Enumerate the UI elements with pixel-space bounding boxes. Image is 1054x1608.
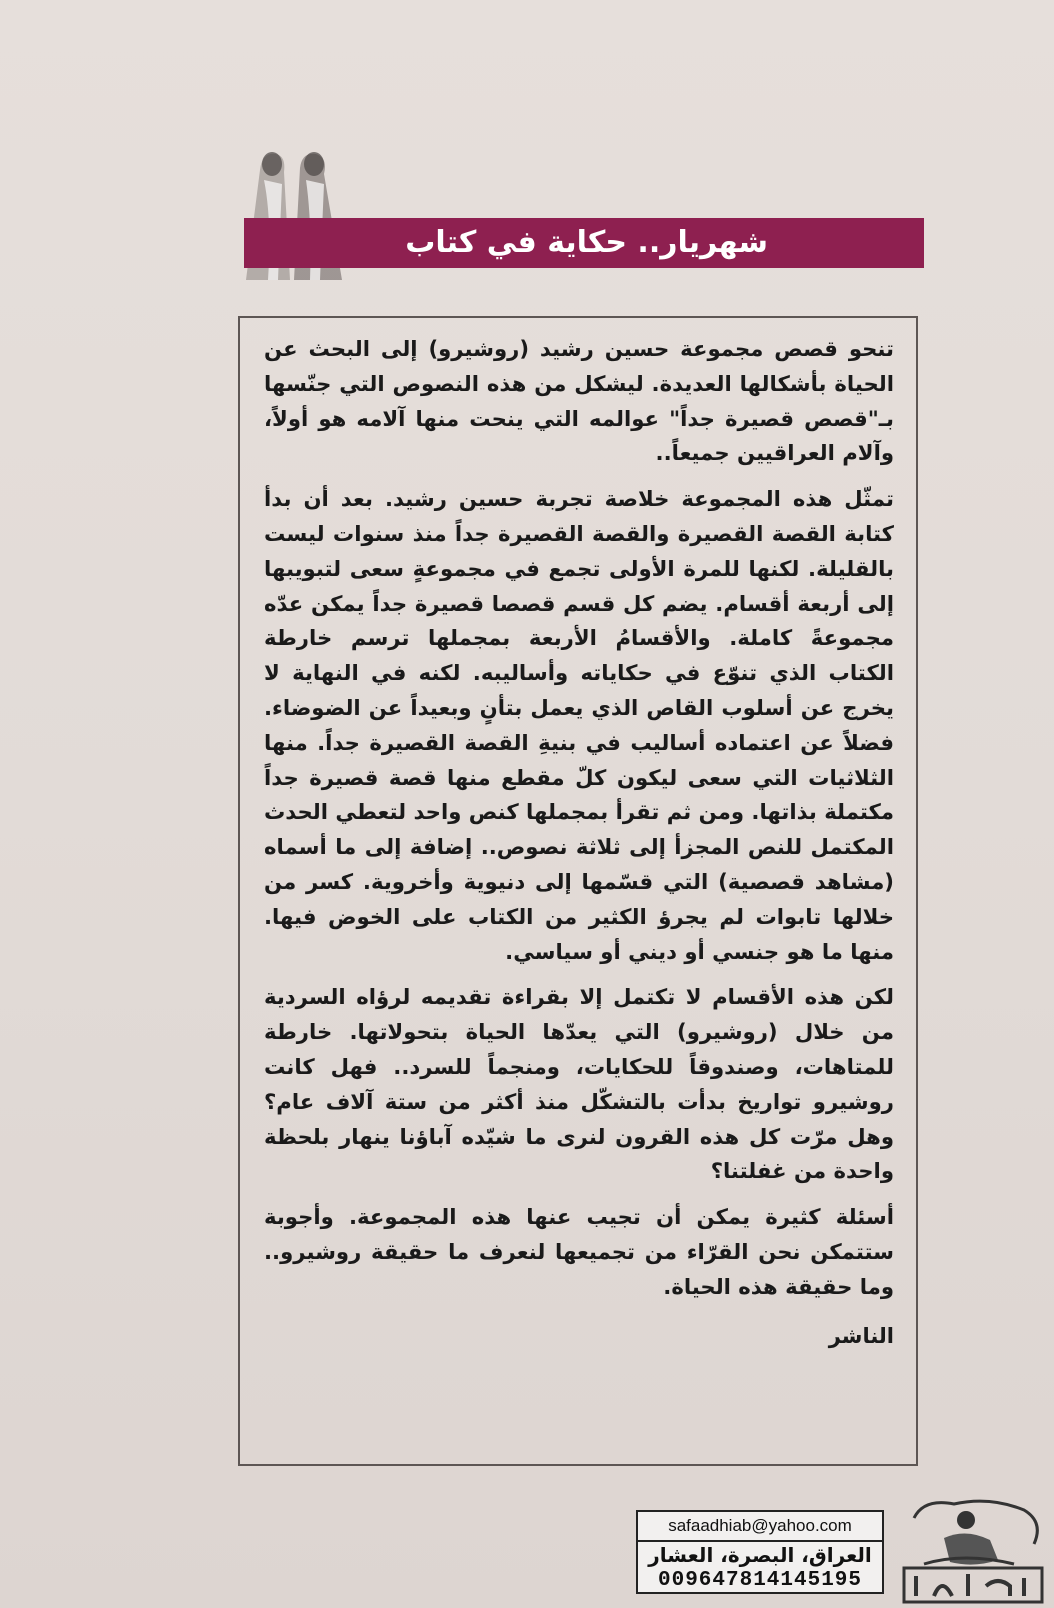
publisher-signature: الناشر [828, 1323, 894, 1348]
contact-box [636, 1510, 884, 1594]
contact-address: العراق، البصرة، العشار [648, 1543, 872, 1567]
title-bar [244, 218, 924, 268]
publisher-logo-icon [894, 1488, 1052, 1606]
blurb-paragraph-2: تمثّل هذه المجموعة خلاصة تجربة حسين رشيد. بعد أن بدأ كتابة القصة القصيرة والقصة القصيرة جداً منذ سنوات ليست بالقليلة. لكنها للمرة الأولى تجمع في مجموعةٍ سعى لتبويبها إلى أربعة أقسام. يضم كل قسم قصصا قصيرة جداً يمكن عدّه مجموعةً كاملة. والأقسامُ الأربعة بمجملها ترسم خارطة الكتاب الذي تنوّع في حكاياته وأساليبه. لكنه في النهاية لا يخرج عن أسلوب القاص الذي يعمل بتأنٍ وبعيداً عن الضوضاء. فضلاً عن اعتماده أساليب في بنيةِ القصة القصيرة جداً. منها الثلاثيات التي سعى ليكون كلّ مقطع منها قصة قصيرة جداً مكتملة بذاتها. ومن ثم تقرأ بمجملها كنص واحد لتعطي الحدث المكتمل للنص المجزأ إلى ثلاثة نصوص.. إضافة إلى ما أسماه (مشاهد قصصية) التي قسّمها إلى دنيوية وأخروية. كسر من خلالها تابوات لم يجرؤ الكثير من الكتاب على الخوض فيها. منها ما هو جنسي أو ديني أو سياسي. [264, 486, 894, 964]
contact-email: safaadhiab@yahoo.com [638, 1512, 882, 1542]
book-title: شهريار.. حكاية في كتاب [405, 225, 768, 260]
blurb-paragraph-3: لكن هذه الأقسام لا تكتمل إلا بقراءة تقديمه لرؤاه السردية من خلال (روشيرو) التي يعدّها الحياة بتحولاتها. خارطة للمتاهات، وصندوقاً للحكايات، ومنجماً للسرد.. فهل كانت روشيرو تواريخ بدأت بالتشكّل منذ أكثر من ستة آلاف عام؟ وهل مرّت كل هذه القرون لنرى ما شيّده آباؤنا ينهار بلحظة واحدة من غفلتنا؟ [264, 984, 894, 1184]
blurb-paragraph-1: تنحو قصص مجموعة حسين رشيد (روشيرو) إلى البحث عن الحياة بأشكالها العديدة. ليشكل من هذه النصوص التي جنّسها بـ"قصص قصيرة جداً" عوالمه التي ينحت منها آلامه هو أولاً، وآلام العراقيين جميعاً.. [264, 336, 894, 466]
blurb-paragraph-4: أسئلة كثيرة يمكن أن تجيب عنها هذه المجموعة. وأجوبة ستتمكن نحن القرّاء من تجميعها لنعرف ما حقيقة روشيرو.. وما حقيقة هذه الحياة. [264, 1204, 894, 1299]
blurb-text-box [238, 316, 918, 1466]
contact-phone: 009647814145195 [657, 1569, 863, 1592]
